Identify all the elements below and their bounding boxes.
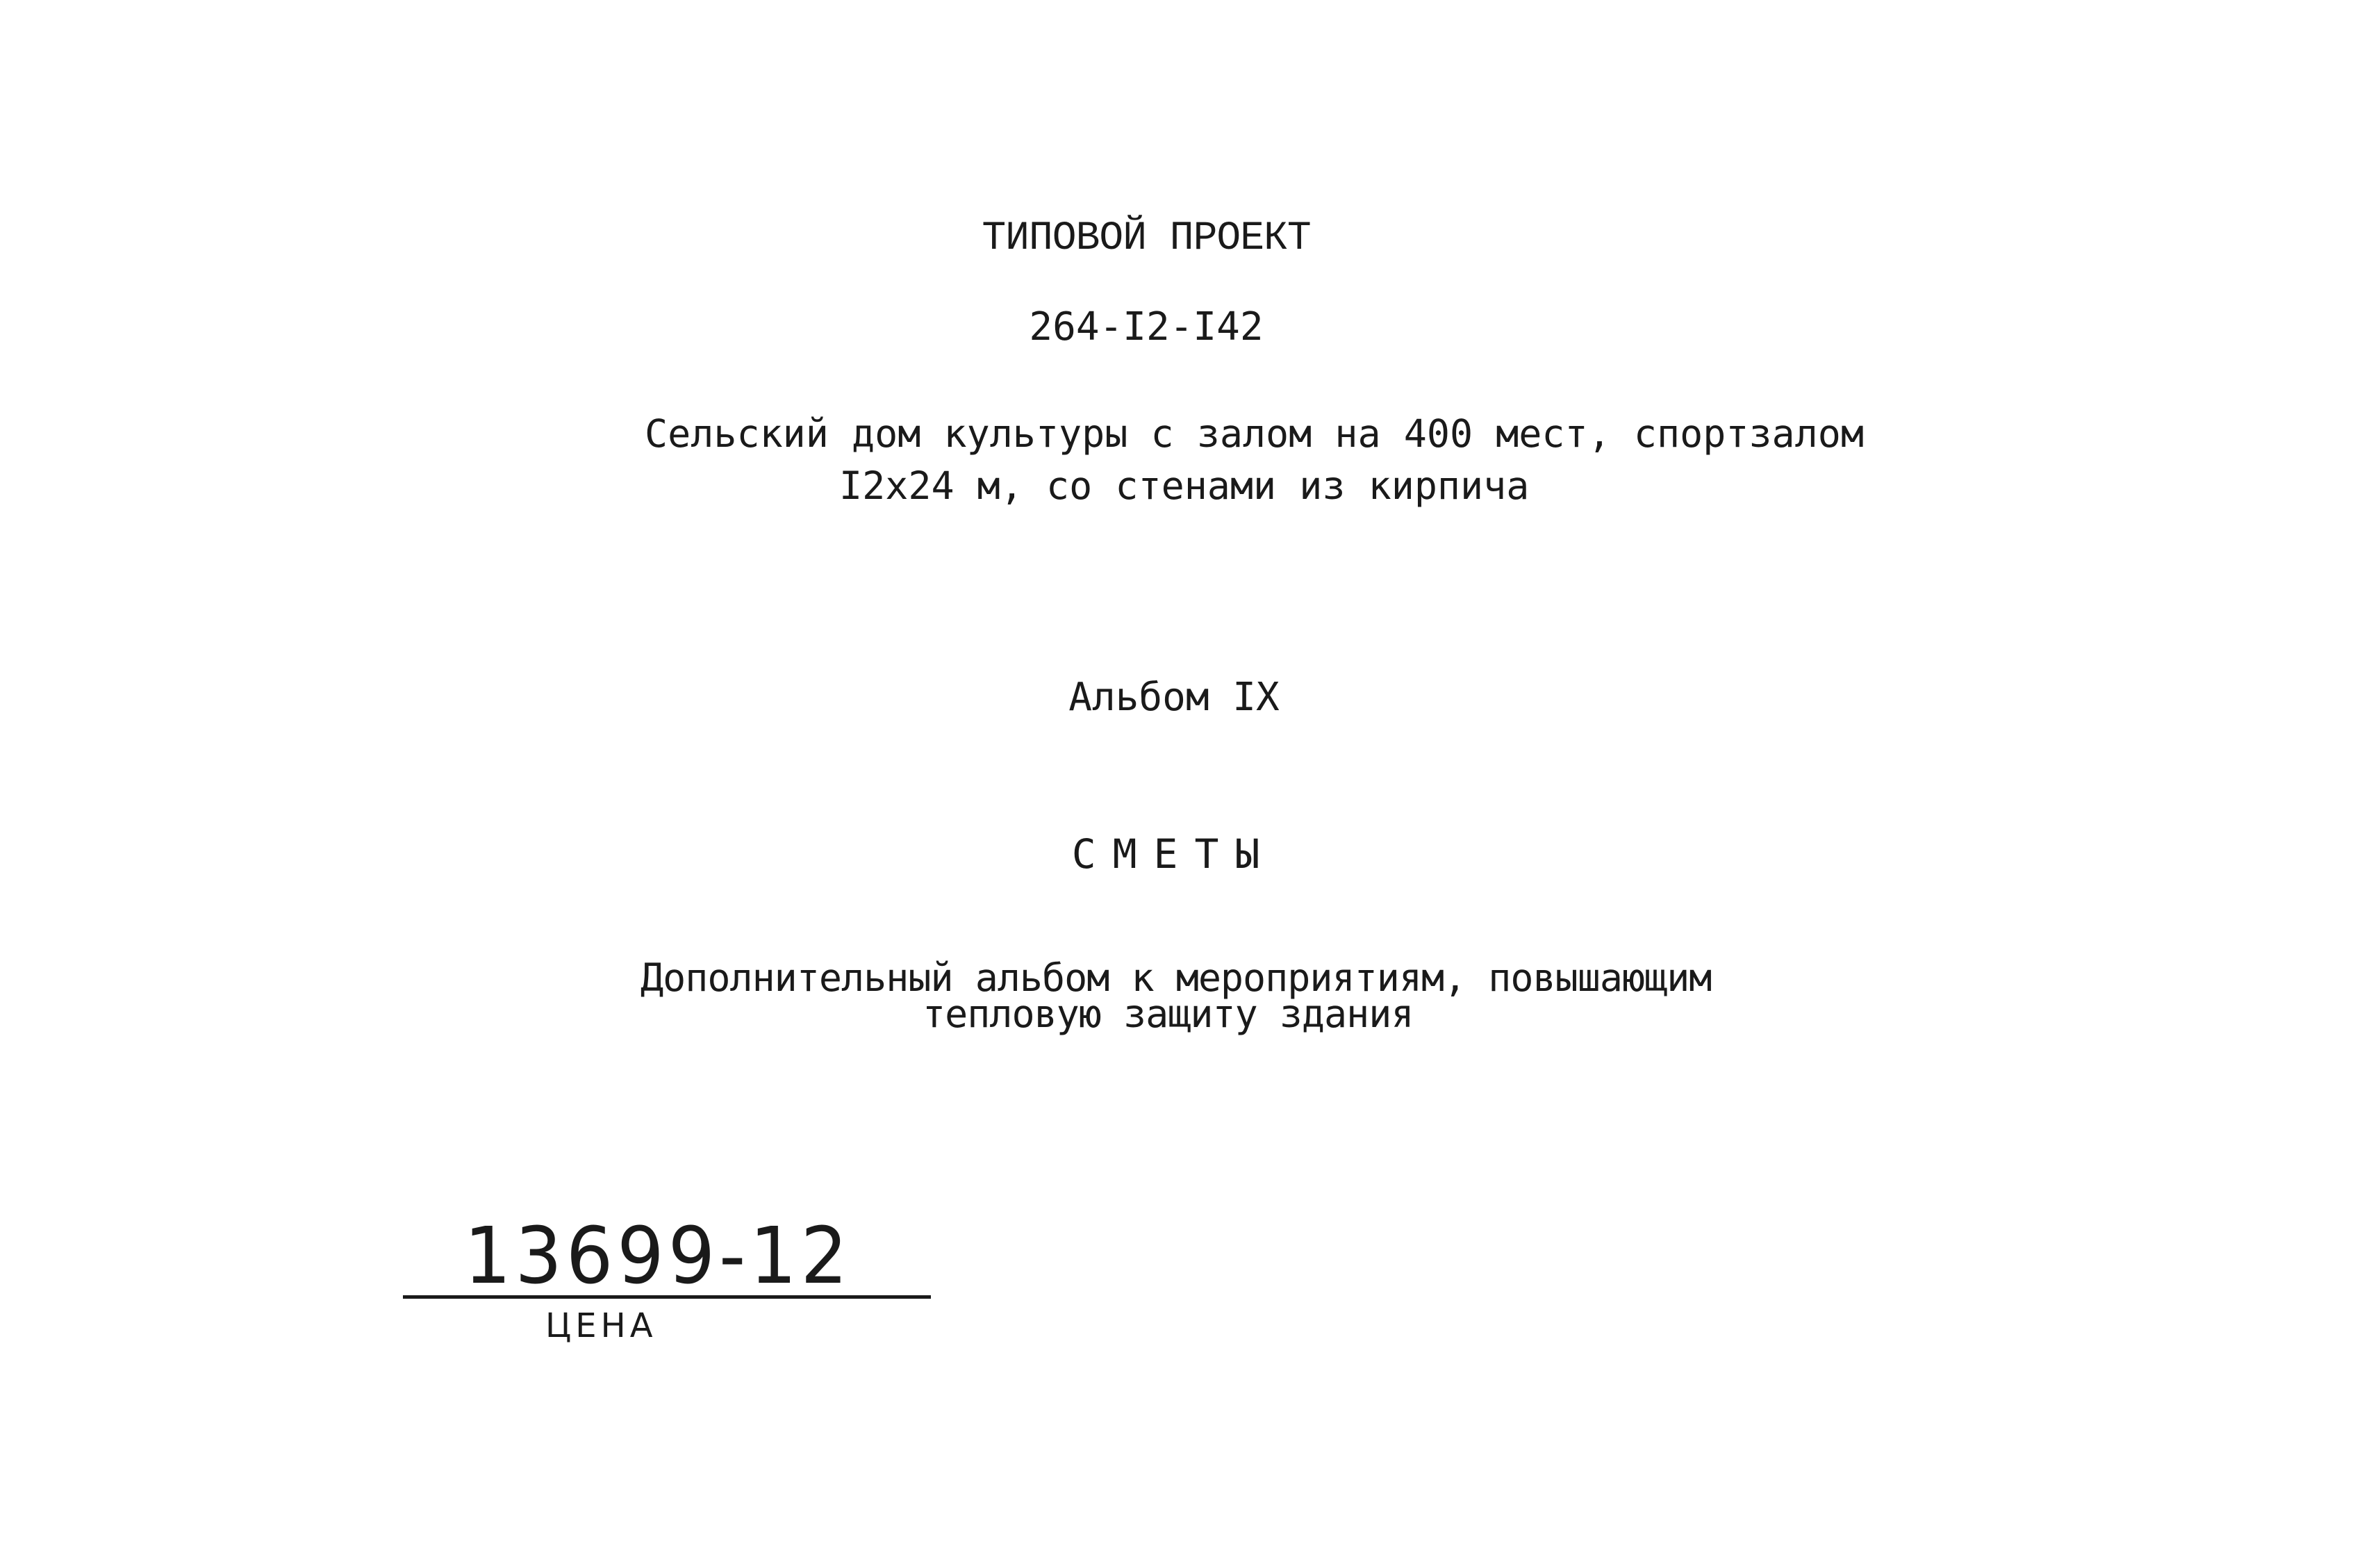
inventory-number: 13699-12 — [464, 1211, 852, 1302]
project-code: 264-I2-I42 — [1029, 304, 1264, 350]
stamp-underline — [403, 1295, 931, 1299]
document-heading: ТИПОВОЙ ПРОЕКТ — [982, 216, 1311, 261]
supplement-line-1: Дополнительный альбом к мероприятиям, повышающим — [641, 955, 1712, 1000]
section-title: СМЕТЫ — [1071, 830, 1277, 878]
project-name-line-1: Сельский дом культуры с залом на 400 мест, спортзалом — [645, 411, 1864, 456]
price-label: ЦЕНА — [545, 1306, 657, 1345]
supplement-line-2: тепловую защиту здания — [923, 992, 1414, 1036]
project-name-line-2: I2х24 м, со стенами из кирпича — [839, 463, 1530, 508]
album-number: Альбом IX — [1068, 675, 1280, 720]
